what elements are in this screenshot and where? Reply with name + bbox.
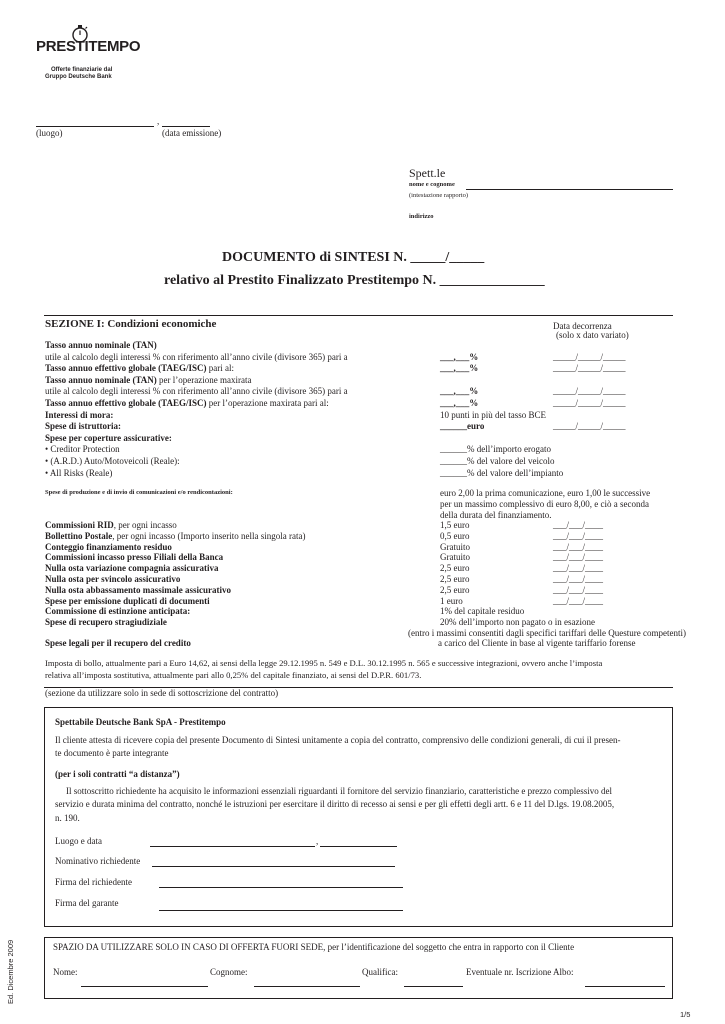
condition-label	[45, 585, 231, 595]
luogo-comma: ,	[316, 836, 319, 846]
logo	[36, 24, 141, 84]
luogo-field[interactable]	[150, 846, 315, 847]
condition-label-text: • (A.R.D.) Auto/Motoveicoli (Reale):	[45, 456, 180, 466]
condition-value[interactable]: 1% del capitale residuo	[440, 606, 525, 617]
data-field[interactable]	[320, 846, 397, 847]
condition-label	[45, 531, 305, 541]
box1-text-2a: Il sottoscritto richiedente ha acquisito le informazioni essenziali riguardanti il fornitore del servizio finanziario, caratteristiche e prezzo complessivo del	[66, 786, 613, 796]
condition-label-bold: Nulla osta per svincolo assicurativo	[45, 574, 181, 584]
legali-label: Spese legali per il recupero del credito	[45, 638, 191, 648]
condition-label	[45, 574, 180, 584]
condition-value[interactable]: 2,5 euro	[440, 584, 470, 595]
condition-label	[45, 444, 120, 454]
condition-date-field[interactable]: ___/___/____	[553, 584, 604, 595]
firma-richiedente-label: Firma del richiedente	[55, 877, 132, 887]
produzione-value-1: euro 2,00 la prima comunicazione, euro 1,00 le successive	[440, 488, 651, 498]
condition-value[interactable]: ______% del valore dell’impianto	[440, 467, 564, 478]
place-label: (luogo)	[36, 128, 63, 138]
condition-value[interactable]: 2,5 euro	[440, 563, 470, 574]
condition-label-text: • Creditor Protection	[45, 444, 120, 455]
condition-value[interactable]: 0,5 euro	[440, 530, 470, 541]
cognome-label: Cognome:	[210, 967, 248, 977]
logo-subline-1: Offerte finanziarie dal	[51, 67, 113, 73]
condition-value[interactable]: 10 punti in più del tasso BCE	[440, 409, 547, 420]
bollo-line-2: relativa all’imposta sostitutiva, attualmente pari allo 0,25% del capitale finanziato, ai sensi del D.P.R. 601/73.	[45, 670, 422, 680]
condition-label	[45, 520, 177, 530]
subscription-note: (sezione da utilizzare solo in sede di sottoscrizione del contratto)	[45, 688, 279, 698]
condition-label	[45, 375, 251, 385]
condition-label-bold: Interessi di mora:	[45, 409, 114, 420]
box1-text-1a: Il cliente attesta di ricevere copia del presente Documento di Sintesi unitamente a copia del contratto, comprensivo delle condizioni generali, di cui il presen-	[55, 735, 621, 745]
condition-date-field[interactable]: ___/___/____	[553, 574, 604, 584]
condition-date-field[interactable]: _____/_____/_____	[553, 351, 626, 362]
condition-date-field[interactable]: _____/_____/_____	[553, 398, 626, 408]
decorrenza-label: Data decorrenza	[553, 321, 612, 331]
condition-label	[45, 340, 157, 350]
condition-value[interactable]: 2,5 euro	[440, 574, 470, 584]
recipient-name-label: nome e cognome	[409, 181, 455, 188]
condition-label-text: per l’operazione maxirata pari al:	[206, 398, 329, 408]
condition-date-field[interactable]: ___/___/____	[553, 595, 604, 606]
box1-text-2c: n. 190.	[55, 813, 80, 823]
condition-label-bold: Tasso annuo effettivo globale (TAEG/ISC)	[45, 363, 207, 374]
condition-label-bold: Conteggio finanziamento residuo	[45, 541, 172, 552]
firma-garante-field[interactable]	[159, 910, 403, 911]
condition-label	[45, 563, 219, 573]
condition-label	[45, 542, 172, 552]
condition-label	[45, 352, 348, 362]
condition-label-bold: Spese di recupero stragiudiziale	[45, 617, 167, 628]
firma-richiedente-field[interactable]	[159, 887, 403, 888]
recipient-salutation: Spett.le	[409, 166, 446, 180]
date-label: (data emissione)	[162, 128, 222, 138]
condition-label-text: • All Risks (Reale)	[45, 467, 113, 478]
condition-label-text: , per ogni incasso (Importo inserito nella singola rata)	[112, 530, 306, 541]
section-top-rule	[44, 315, 673, 316]
place-date-comma: ,	[157, 116, 160, 126]
produzione-label: Spese di produzione e di invio di comunicazioni e/o rendicontazioni:	[45, 489, 233, 496]
condition-label	[45, 552, 223, 562]
document-subtitle: relativo al Prestito Finalizzato Prestitempo N. _______________	[164, 273, 545, 288]
edition-label: Ed. Dicembre 2009	[6, 939, 15, 1004]
logo-wordmark: PRESTITEMPO	[36, 38, 141, 55]
box2-heading: SPAZIO DA UTILIZZARE SOLO IN CASO DI OFFERTA FUORI SEDE, per l’identificazione del soggetto che entra in rapporto con il Cliente	[53, 942, 575, 952]
condition-date-field[interactable]: ___/___/____	[553, 530, 604, 541]
condition-value[interactable]: ___,___%	[440, 363, 479, 374]
luogo-data-label: Luogo e data	[55, 836, 102, 846]
condition-label	[45, 410, 113, 420]
condition-label	[45, 433, 172, 443]
condition-value[interactable]: 1,5 euro	[440, 520, 470, 530]
condition-label-bold: Nulla osta abbassamento massimale assicurativo	[45, 584, 232, 595]
nome-field[interactable]	[81, 986, 208, 987]
condition-label	[45, 468, 112, 478]
box1-distanza: (per i soli contratti “a distanza”)	[55, 769, 180, 779]
condition-value[interactable]: ______% dell’importo erogato	[440, 444, 551, 455]
condition-value[interactable]: ___,___%	[440, 386, 479, 397]
section1-heading: SEZIONE I: Condizioni economiche	[45, 318, 217, 330]
condition-label	[45, 617, 167, 627]
nome-label: Nome:	[53, 967, 78, 977]
condition-label	[45, 363, 234, 373]
decorrenza-sub-label: (solo x dato variato)	[556, 330, 629, 340]
albo-field[interactable]	[585, 986, 665, 987]
produzione-value-2: per un massimo complessivo di euro 8,00, e ciò a seconda	[440, 499, 649, 509]
condition-date-field[interactable]: ___/___/____	[553, 520, 604, 530]
condition-label-text: , per ogni incasso	[113, 520, 177, 530]
condition-label-text: pari al:	[206, 363, 235, 374]
nominativo-field[interactable]	[152, 866, 395, 867]
place-underline[interactable]	[36, 126, 154, 127]
condition-label-bold: Spese di istruttoria:	[45, 421, 121, 432]
document-title: DOCUMENTO di SINTESI N. _____/_____	[222, 250, 485, 265]
condition-date-field[interactable]: _____/_____/_____	[553, 421, 626, 432]
box1-text-2b: servizio e durata minima del contratto, nonché le istruzioni per esercitare il diritto di recesso ai sensi e per gli effetti degli artt. 6 e 11 del D.lgs. 19.08.2005,	[55, 799, 615, 809]
condition-label-bold: Bollettino Postale	[45, 530, 113, 541]
nominativo-label: Nominativo richiedente	[55, 856, 141, 866]
condition-value[interactable]: ___,___%	[440, 398, 479, 408]
condition-date-field[interactable]: _____/_____/_____	[553, 386, 626, 397]
condition-label	[45, 421, 121, 431]
condition-date-field[interactable]: ___/___/____	[553, 563, 604, 574]
qualifica-label: Qualifica:	[362, 967, 398, 977]
condition-value[interactable]: Gratuito	[440, 541, 470, 552]
condition-label	[45, 596, 210, 606]
condition-label	[45, 386, 348, 396]
condition-label-text: utile al calcolo degli interessi % con riferimento all’anno civile (divisore 365) pari a	[45, 351, 348, 362]
condition-date-field[interactable]: _____/_____/_____	[553, 363, 626, 374]
condition-value[interactable]: ___,___%	[440, 351, 479, 362]
recipient-address-label: indirizzo	[409, 213, 434, 220]
condition-label-bold: Nulla osta variazione compagnia assicurativa	[45, 563, 219, 574]
condition-label-bold: Commissione di estinzione anticipata:	[45, 606, 191, 617]
condition-label-bold: Tasso annuo effettivo globale (TAEG/ISC)	[45, 398, 207, 408]
questure-note: (entro i massimi consentiti dagli specifici tariffari delle Questure competenti)	[408, 628, 686, 638]
recipient-name-field[interactable]	[466, 189, 673, 190]
logo-subline-2: Gruppo Deutsche Bank	[45, 74, 112, 80]
condition-label	[45, 398, 329, 408]
condition-label-bold: Commissioni RID	[45, 520, 114, 530]
box1-heading: Spettabile Deutsche Bank SpA - Prestitempo	[55, 717, 226, 727]
condition-label	[45, 456, 180, 466]
condition-label-bold: Commissioni incasso presso Filiali della Banca	[45, 552, 224, 563]
condition-label-bold: Spese per coperture assicurative:	[45, 432, 172, 443]
qualifica-field[interactable]	[404, 986, 463, 987]
condition-value[interactable]: ______euro	[440, 421, 485, 432]
condition-label-bold: Tasso annuo nominale (TAN)	[45, 340, 157, 350]
firma-garante-label: Firma del garante	[55, 898, 119, 908]
condition-label-text: per l’operazione maxirata	[156, 374, 252, 385]
condition-value[interactable]: 1 euro	[440, 595, 463, 606]
condition-date-field[interactable]: ___/___/____	[553, 541, 604, 552]
cognome-field[interactable]	[254, 986, 360, 987]
condition-label-bold: Spese per emissione duplicati di documenti	[45, 595, 210, 606]
condition-value[interactable]: 20% dell’importo non pagato o in esazione	[440, 617, 595, 628]
page-number: 1/5	[680, 1010, 691, 1019]
recipient-account-label: (intestazione rapporto)	[409, 192, 469, 199]
condition-label-bold: Tasso annuo nominale (TAN)	[45, 374, 157, 385]
condition-value[interactable]: Gratuito	[440, 552, 470, 563]
condition-value[interactable]: ______% del valore del veicolo	[440, 456, 555, 466]
albo-label: Eventuale nr. Iscrizione Albo:	[466, 967, 574, 977]
condition-label-text: utile al calcolo degli interessi % con riferimento all’anno civile (divisore 365) pari a	[45, 386, 348, 397]
condition-date-field[interactable]: ___/___/____	[553, 552, 604, 563]
condition-label	[45, 606, 190, 616]
bollo-line-1: Imposta di bollo, attualmente pari a Euro 14,62, ai sensi della legge 29.12.1995 n. 549 e D.L. 30.12.1995 n. 565 e successive integrazioni, ovvero anche l’imposta	[45, 658, 603, 668]
date-underline[interactable]	[162, 126, 210, 127]
box1-text-1b: te documento è parte integrante	[55, 748, 169, 758]
produzione-value-3: della durata del finanziamento.	[440, 510, 552, 520]
legali-value: a carico del Cliente in base al vigente tariffario forense	[438, 638, 636, 648]
